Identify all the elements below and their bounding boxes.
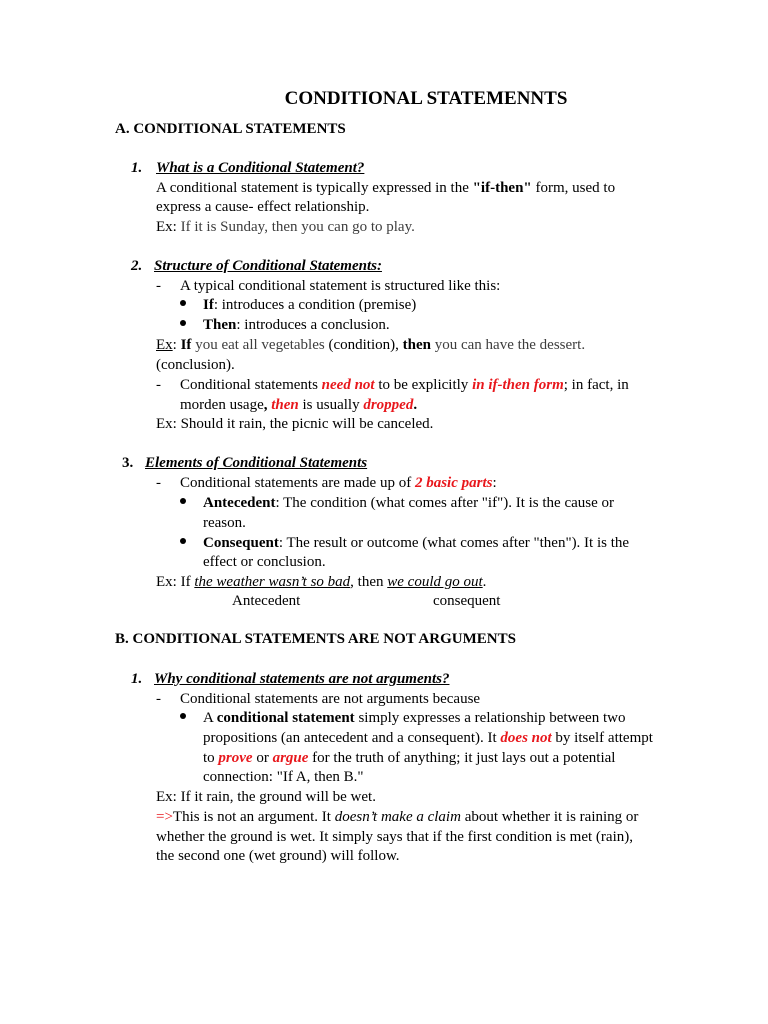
antecedent-desc: : The condition (what comes after "if"). It is the cause or xyxy=(275,495,615,511)
b1-heading-line xyxy=(131,670,449,689)
conditional-statement-term: conditional statement xyxy=(216,710,355,726)
a2-example xyxy=(156,336,585,355)
a1-text-1a: A conditional statement is typically expressed in the xyxy=(156,180,473,196)
a1-text-1c: form, used to xyxy=(531,180,616,196)
bullet-dot xyxy=(180,713,186,719)
dropped-emphasis: dropped xyxy=(363,397,414,413)
a2-note-line-1 xyxy=(180,376,629,395)
antecedent-term: Antecedent xyxy=(203,495,276,511)
a3-intro xyxy=(180,474,497,493)
does-not-emphasis: does not xyxy=(500,730,552,746)
b1-example: Ex: If it rain, the ground will be wet. xyxy=(156,789,376,805)
a1-example-label: Ex: xyxy=(156,219,181,235)
a3-number: 3. xyxy=(122,455,134,471)
b1-r1a: This is not an argument. It xyxy=(172,809,335,825)
a2-example-condition: you eat all vegetables xyxy=(191,337,329,353)
b1-p3c: or xyxy=(252,750,273,766)
a2-note-comma: , xyxy=(263,397,272,413)
a2-number: 2. xyxy=(131,258,143,274)
a2-heading-line xyxy=(131,257,382,276)
consequent-desc: : The result or outcome (what comes after "then"). It is the xyxy=(278,535,630,551)
example-antecedent: the weather wasn’t so bad xyxy=(194,574,351,590)
b1-text-line-2 xyxy=(203,729,653,748)
a2-note-d: morden usage xyxy=(180,397,264,413)
need-not-emphasis: need not xyxy=(321,377,375,393)
b1-p1c: simply expresses a relationship between two xyxy=(354,710,626,726)
antecedent-label: Antecedent xyxy=(232,593,301,609)
b1-intro: Conditional statements are not arguments because xyxy=(180,691,481,707)
bullet-dot xyxy=(180,538,186,544)
a2-example-if: If xyxy=(180,337,192,353)
a2-dash-1: - xyxy=(156,278,161,294)
a1-heading: What is a Conditional Statement? xyxy=(156,160,365,176)
section-a-heading: A. CONDITIONAL STATEMENTS xyxy=(115,121,346,137)
basic-parts-emphasis: 2 basic parts xyxy=(414,475,493,491)
a2-dash-2: - xyxy=(156,377,161,393)
prove-emphasis: prove xyxy=(218,750,253,766)
a1-text-line-2: express a cause- effect relationship. xyxy=(156,199,370,215)
b1-p2a: propositions (an antecedent and a consequent). It xyxy=(203,730,501,746)
b1-p2c: by itself attempt xyxy=(551,730,653,746)
section-b-heading: B. CONDITIONAL STATEMENTS ARE NOT ARGUMENTS xyxy=(115,631,516,647)
b1-text-line-3 xyxy=(203,749,615,768)
b1-reason-line-1 xyxy=(156,808,638,827)
a1-example-text: If it is Sunday, then you can go to play. xyxy=(180,219,415,235)
a3-example-a: Ex: If xyxy=(156,574,195,590)
if-term: If xyxy=(203,297,214,313)
b1-reason-line-3: the second one (wet ground) will follow. xyxy=(156,848,400,864)
b1-text-line-4: connection: "If A, then B." xyxy=(203,769,364,785)
then-emphasis: then xyxy=(271,397,299,413)
consequent-item-line-1 xyxy=(203,534,629,553)
a3-dash: - xyxy=(156,475,161,491)
antecedent-item-line-2: reason. xyxy=(203,515,246,531)
a3-heading-line xyxy=(122,454,367,473)
b1-heading: Why conditional statements are not arguments? xyxy=(154,671,450,687)
a2-example-label: Ex xyxy=(156,337,173,353)
a1-number: 1. xyxy=(131,160,143,176)
a1-text-line-1 xyxy=(156,179,615,198)
a1-heading-line xyxy=(131,159,364,178)
if-then-term: "if-then" xyxy=(472,180,532,196)
if-desc: : introduces a condition (premise) xyxy=(213,297,417,313)
b1-dash: - xyxy=(156,691,161,707)
a2-then-item xyxy=(203,316,390,335)
b1-text-line-1 xyxy=(203,709,625,728)
arrow-marker: => xyxy=(156,809,173,825)
a2-note-c: ; in fact, in xyxy=(563,377,629,393)
then-term: Then xyxy=(203,317,237,333)
a2-note-e: is usually xyxy=(298,397,364,413)
consequent-term: Consequent xyxy=(203,535,279,551)
a3-heading: Elements of Conditional Statements xyxy=(145,455,368,471)
example-consequent: we could go out xyxy=(387,574,483,590)
consequent-item-line-2: effect or conclusion. xyxy=(203,554,326,570)
bullet-dot xyxy=(180,300,186,306)
a3-example xyxy=(156,573,486,592)
bullet-dot xyxy=(180,498,186,504)
a1-example xyxy=(156,218,415,237)
a2-heading: Structure of Conditional Statements: xyxy=(154,258,382,274)
if-then-form-emphasis: in if-then form xyxy=(472,377,564,393)
b1-p3e: for the truth of anything; it just lays out a potential xyxy=(308,750,616,766)
a2-example-condition-tag: (condition), xyxy=(328,337,403,353)
a2-example-then: then xyxy=(402,337,431,353)
b1-r1c: about whether it is raining or xyxy=(460,809,639,825)
a2-example-colon: : xyxy=(172,337,181,353)
argue-emphasis: argue xyxy=(272,750,309,766)
a2-example-2: Ex: Should it rain, the picnic will be canceled. xyxy=(156,416,434,432)
consequent-label: consequent xyxy=(433,593,501,609)
a2-if-item xyxy=(203,296,416,315)
a2-example-conclusion: you can have the dessert. xyxy=(430,337,586,353)
a3-intro-a: Conditional statements are made up of xyxy=(180,475,415,491)
a2-note-b: to be explicitly xyxy=(374,377,473,393)
a3-example-b: , then xyxy=(350,574,388,590)
a2-note-a: Conditional statements xyxy=(180,377,322,393)
document-title: CONDITIONAL STATEMENNTS xyxy=(284,88,568,109)
a2-note-line-2 xyxy=(180,396,417,415)
b1-reason-line-2: whether the ground is wet. It simply says that if the first condition is met (rain), xyxy=(156,829,633,845)
a2-example-conclusion-tag: (conclusion). xyxy=(156,357,235,373)
b1-p3a: to xyxy=(203,750,219,766)
antecedent-item-line-1 xyxy=(203,494,614,513)
b1-p1a: A xyxy=(203,710,217,726)
a2-note-period: . xyxy=(413,397,418,413)
no-claim-emphasis: doesn’t make a claim xyxy=(334,809,461,825)
b1-number: 1. xyxy=(131,671,143,687)
a3-intro-b: : xyxy=(492,475,497,491)
a3-example-c: . xyxy=(482,574,487,590)
bullet-dot xyxy=(180,320,186,326)
then-desc: : introduces a conclusion. xyxy=(236,317,390,333)
a2-intro: A typical conditional statement is structured like this: xyxy=(180,278,501,294)
